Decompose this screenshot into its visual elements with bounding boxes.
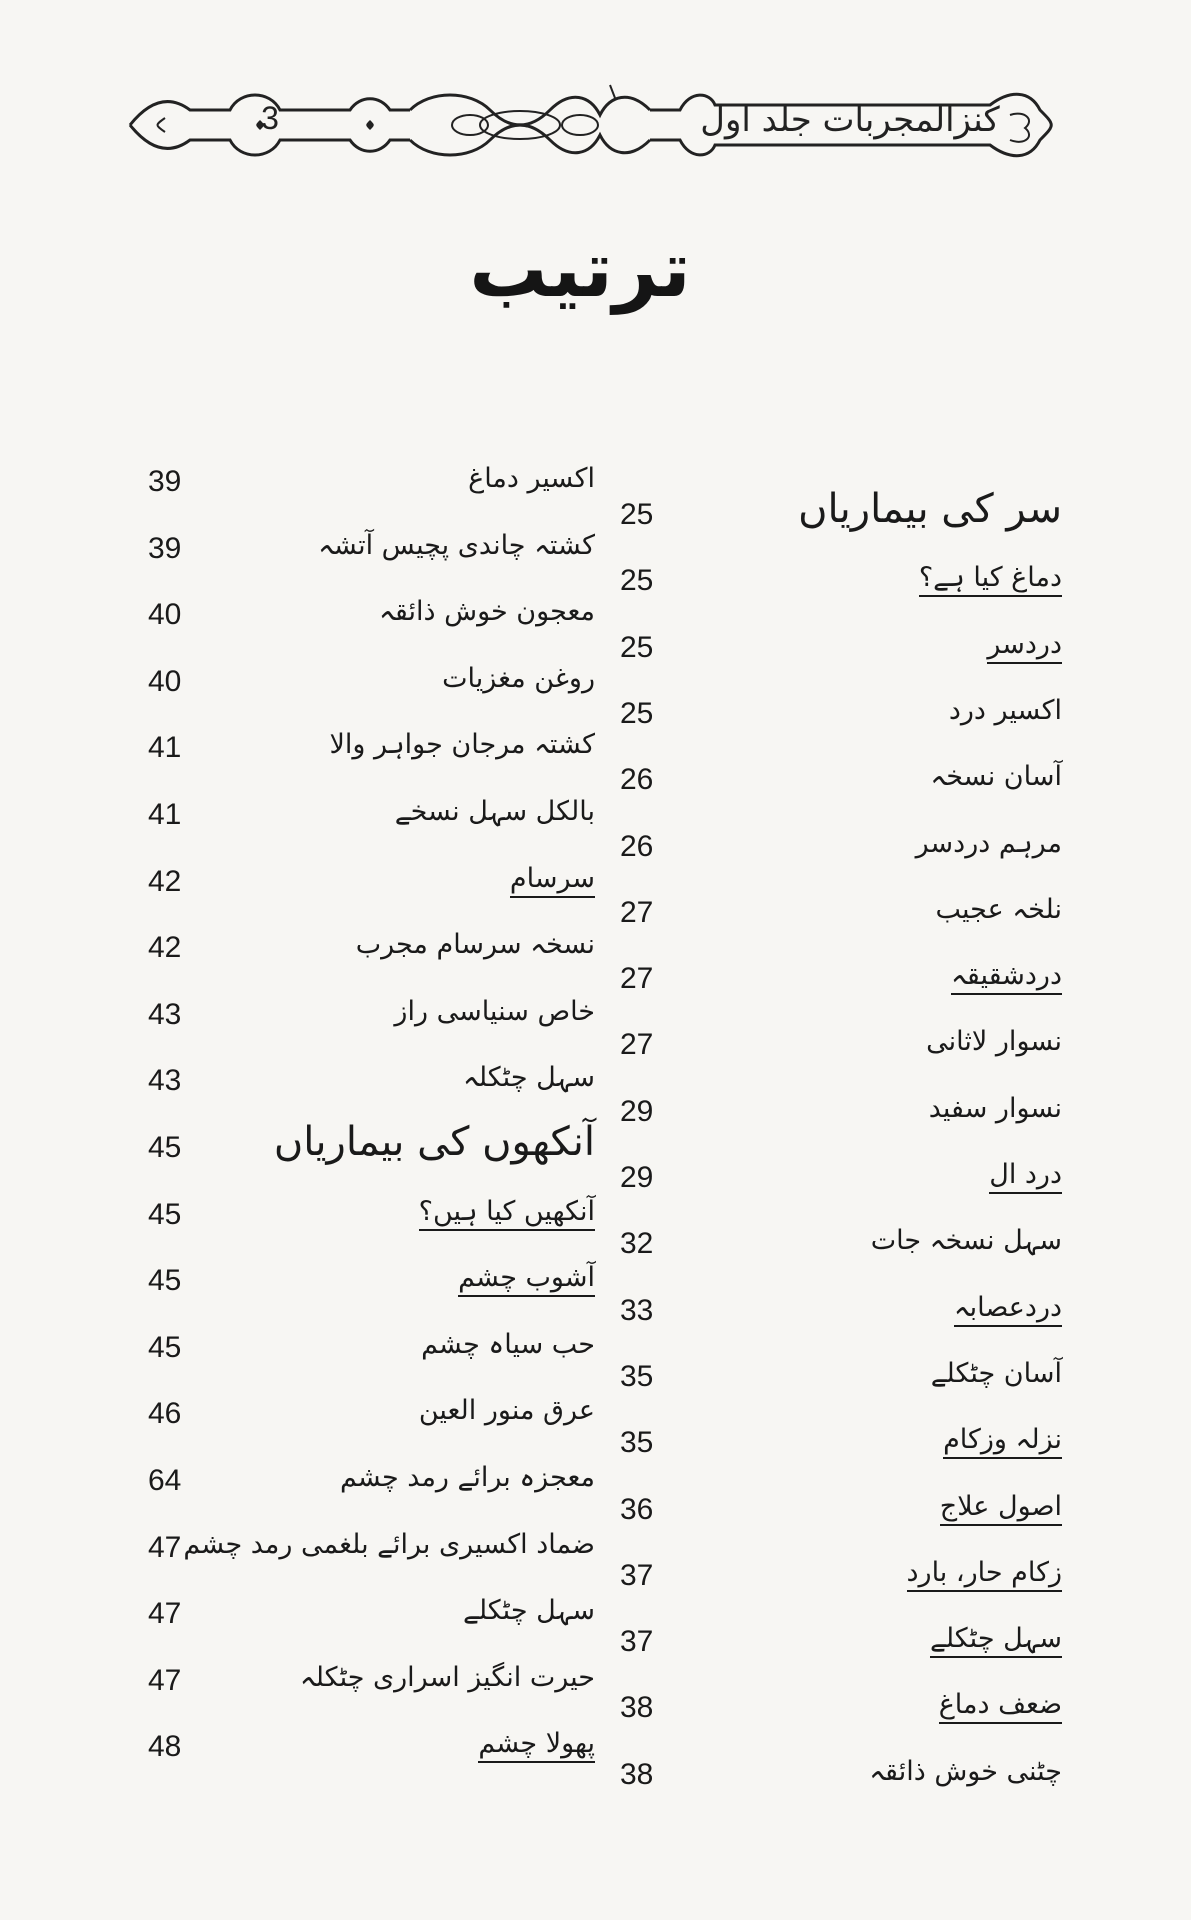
toc-entry-page: 43 [148,997,182,1031]
toc-entry-label: بالکل سہل نسخے [394,796,595,827]
toc-entry-page: 48 [148,1730,182,1764]
toc-entry-label: نسوار لاثانی [926,1026,1062,1058]
toc-entry-label: ضعف دماغ [939,1689,1062,1724]
toc-entry [0,522,1191,582]
toc-entry [0,788,1191,848]
toc-entry [0,988,1191,1048]
toc-entry-label: سرسام [510,863,595,898]
toc-entry-label: سہل چٹکلے [930,1623,1062,1658]
toc-entry [0,1521,1191,1581]
toc-entry [0,1387,1191,1447]
toc-entry-page: 47 [148,1530,182,1564]
toc-entry-page: 47 [148,1597,182,1631]
toc-entry-label: ضماد اکسیری برائے بلغمی رمد چشم [183,1528,595,1560]
toc-entry [0,455,1191,515]
toc-entry-page: 45 [148,1264,182,1298]
toc-entry-label: نسخہ سرسام مجرب [355,929,595,961]
toc-entry-label: آنکھیں کیا ہیں؟ [419,1196,595,1231]
toc-entry [0,1321,1191,1381]
toc-entry-label: آسان چٹکلے [930,1357,1062,1389]
toc-entry-page: 37 [620,1558,654,1592]
toc-entry-page: 29 [620,1161,654,1194]
toc-entry [0,588,1191,648]
toc-entry-label: عرق منور العین [418,1395,595,1427]
toc-entry-page: 39 [148,465,182,498]
toc-entry-page: 42 [148,931,182,965]
toc-entry-label: روغن مغزیات [442,662,595,694]
toc-entry-label: آشوب چشم [458,1262,595,1297]
toc-entry-page: 25 [620,498,654,531]
toc-entry-label: حب سیاہ چشم [421,1328,595,1360]
toc-entry-label: کشتہ چاندی پچیس آتشہ [318,529,595,561]
toc-entry-label: کشتہ مرجان جواہر والا [329,729,595,761]
toc-entry [0,1054,1191,1114]
toc-entry-label: مرہم دردسر [915,827,1062,859]
toc-entry [0,1188,1191,1248]
toc-entry-page: 29 [620,1094,654,1128]
toc-entry [0,1654,1191,1714]
toc-entry-page: 40 [148,664,182,698]
book-title: کنزالمجربات جلد اول [700,100,1000,140]
toc-entry-page: 42 [148,864,182,898]
toc-entry-page: 26 [620,829,654,863]
page-number: 3 [261,100,279,136]
toc-entry-label: سہل چٹکلہ [463,1062,595,1094]
toc-entry-page: 25 [620,696,654,730]
toc-entry-label: اکسیر درد [948,694,1062,726]
toc-entry-page: 41 [148,731,182,765]
toc-entry-page: 45 [148,1197,182,1231]
toc-entry-label: حیرت انگیز اسراری چٹکلہ [299,1661,595,1693]
toc-entry-label: معجون خوش ذائقہ [379,596,595,628]
toc-entry [0,655,1191,715]
toc-entry-page: 25 [620,630,654,664]
toc-entry-label: اکسیر دماغ [468,463,595,494]
toc-entry-label: پھولا چشم [478,1728,595,1763]
toc-entry-label: نزلہ وزکام [943,1424,1062,1459]
toc-entry-page: 45 [148,1131,182,1164]
toc-entry-page: 36 [620,1492,654,1526]
toc-entry-label: درد ال [989,1159,1062,1194]
toc-entry [0,1587,1191,1647]
toc-entry-label: معجزہ برائے رمد چشم [339,1462,595,1493]
toc-entry-label: دماغ کیا ہے؟ [919,562,1062,597]
toc-entry-page: 47 [148,1663,182,1697]
toc-entry-page: 41 [148,798,182,831]
toc-entry-label: دردسر [987,629,1062,664]
toc-entry [0,1121,1191,1181]
toc-entry-page: 43 [148,1064,182,1098]
toc-entry-label: خاص سنیاسی راز [394,995,595,1027]
toc-entry [0,855,1191,915]
toc-section-heading: آنکھوں کی بیماریاں [273,1119,595,1165]
toc-entry-label: دردعصابہ [954,1292,1062,1327]
toc-entry-label: نسوار سفید [928,1092,1062,1124]
toc-entry-label: سہل چٹکلے [463,1595,595,1627]
toc-entry-page: 45 [148,1330,182,1364]
toc-entry-page: 35 [620,1426,654,1460]
toc-entry [0,1254,1191,1314]
toc-entry-page: 37 [620,1625,654,1659]
toc-entry-label: اصول علاج [940,1491,1062,1526]
page-title: ترتیب [469,225,691,315]
toc-entry-page: 40 [148,598,182,632]
toc-entry [0,1720,1191,1780]
toc-entry-page: 35 [620,1359,654,1393]
toc-entry-page: 25 [620,564,654,598]
toc-entry [0,1454,1191,1514]
toc-entry [0,721,1191,781]
toc-entry-page: 27 [620,895,654,929]
toc-entry-page: 32 [620,1227,654,1261]
toc-section-heading: سر کی بیماریاں [798,486,1062,532]
toc-entry-label: دردشقیقہ [951,960,1062,995]
toc-entry-label: آسان نسخہ [930,761,1062,793]
toc-entry-page: 46 [148,1397,182,1431]
toc-entry-label: سہل نسخہ جات [870,1225,1062,1257]
toc-entry-page: 38 [620,1691,654,1725]
toc-entry-label: نلخہ عجیب [935,893,1062,925]
toc-entry-page: 33 [620,1293,654,1327]
toc-entry-page: 26 [620,763,654,797]
toc-entry [0,921,1191,981]
toc-entry-page: 38 [620,1757,654,1791]
toc-entry-page: 39 [148,531,182,565]
toc-entry-page: 64 [148,1464,182,1497]
toc-entry-page: 27 [620,1028,654,1062]
toc-entry-page: 27 [620,962,654,996]
toc-entry-label: چٹنی خوش ذائقہ [869,1755,1062,1787]
toc-entry-label: زکام حار، بارد [907,1557,1062,1592]
